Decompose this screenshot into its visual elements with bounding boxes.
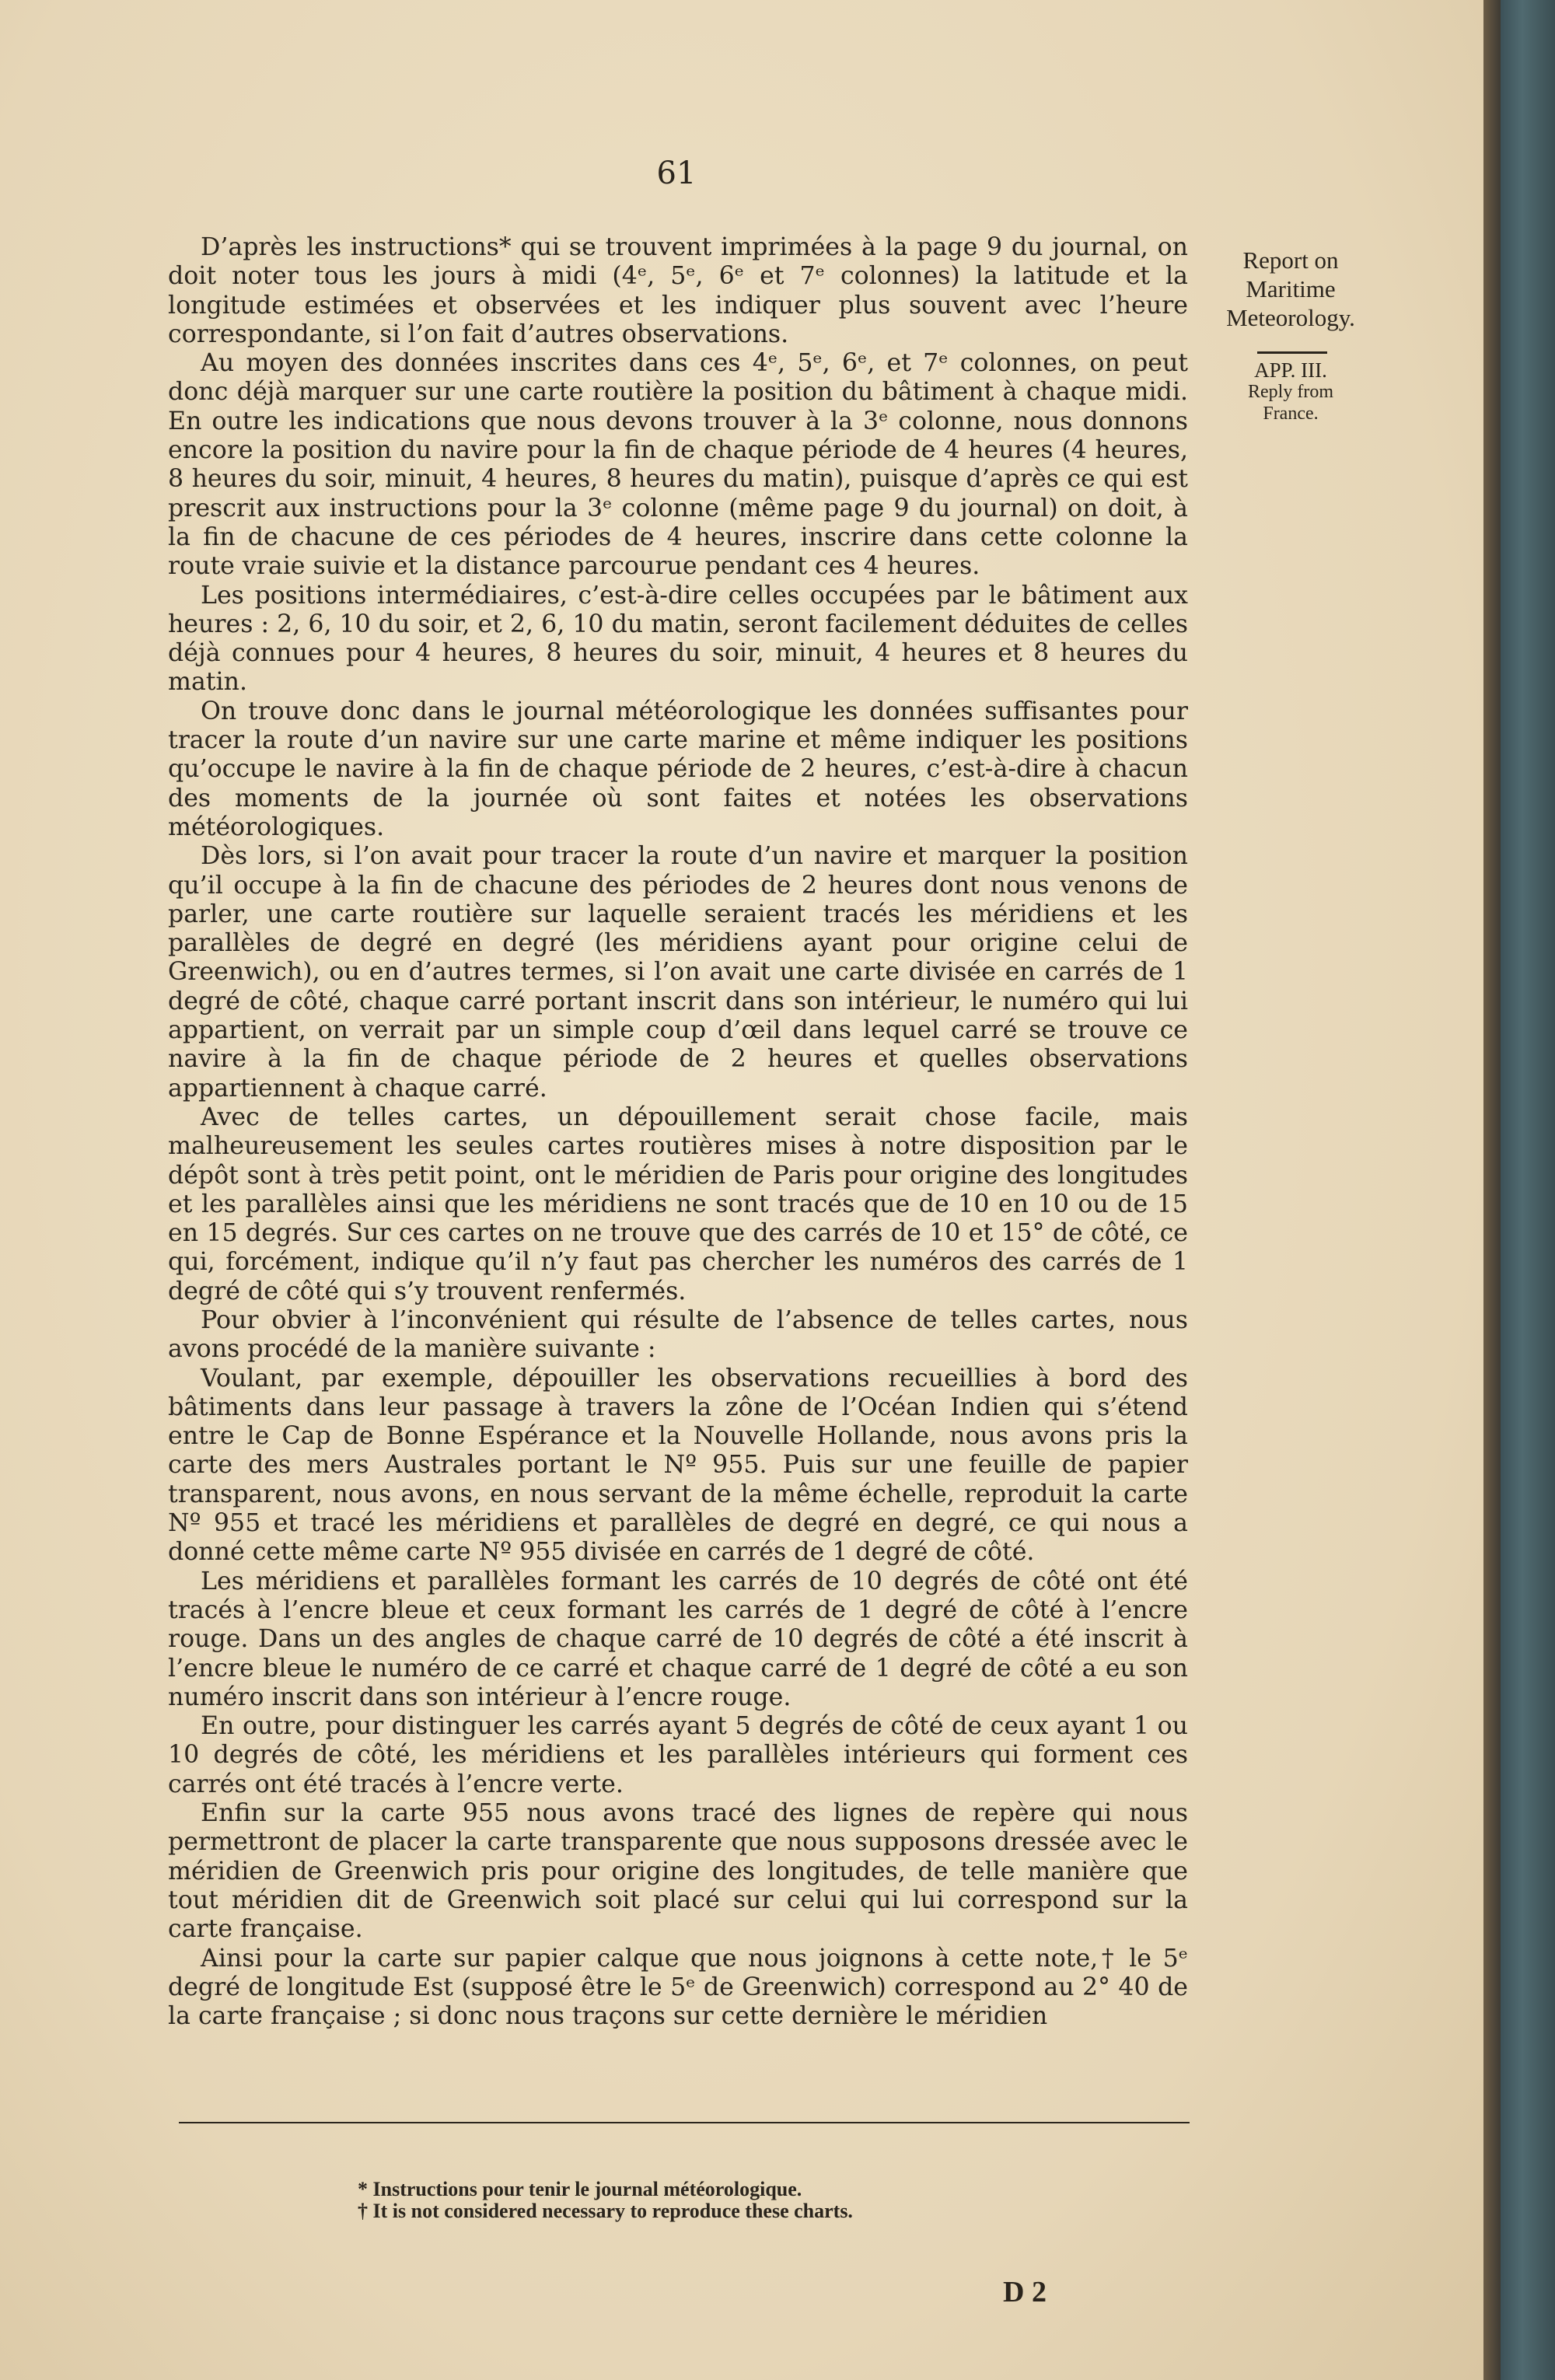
paragraph: Ainsi pour la carte sur papier calque que nous joignons à cette note,† le 5ᵉ degré de longitude Est (supposé être le 5ᵉ de Greenwich) correspond au 2° 40 de la carte française ; si donc nous traçons sur cette dernière le méridien (168, 1944, 1188, 2031)
footnotes (358, 2179, 1135, 2222)
paragraph: On trouve donc dans le journal météorologique les données suffisantes pour tracer la route d’un navire sur une carte marine et même indiquer les positions qu’occupe le navire à la fin de chaque période de 2 heures, c’est-à-dire à chacun des moments de la journée où sont faites et notées les observations météorologiques. (168, 697, 1188, 841)
paragraph: Pour obvier à l’inconvénient qui résulte de l’absence de telles cartes, nous avons procédé de la manière suivante : (168, 1305, 1188, 1364)
footnote-2: † It is not considered necessary to reproduce these charts. (358, 2200, 853, 2222)
margin-note-reply-2: France. (1263, 404, 1319, 424)
margin-note-appendix (1205, 359, 1376, 425)
paragraph: Les positions intermédiaires, c’est-à-dire celles occupées par le bâtiment aux heures : 2, 6, 10 du soir, et 2, 6, 10 du matin, seront facilement déduites de celles déjà connues pour 4 heures, 8 heures du soir, minuit, 4 heures et 8 heures du matin. (168, 581, 1188, 697)
book-cover-edge (1501, 0, 1555, 2380)
signature-mark: D 2 (1003, 2276, 1047, 2308)
margin-note-app: APP. III. (1254, 358, 1327, 382)
margin-note-reply-1: Reply from (1248, 382, 1333, 402)
margin-note-divider (1257, 351, 1327, 354)
paragraph: Enfin sur la carte 955 nous avons tracé des lignes de repère qui nous permettront de placer la carte transparente que nous supposons dressée avec le méridien de Greenwich pris pour origine des longitudes, de telle manière que tout méridien dit de Greenwich soit placé sur celui qui lui correspond sur la carte française. (168, 1799, 1188, 1944)
paragraph: Dès lors, si l’on avait pour tracer la route d’un navire et marquer la position qu’il occupe à la fin de chacune des périodes de 2 heures dont nous venons de parler, une carte routière sur laquelle seraient tracés les méridiens et les parallèles de degré en degré (les méridiens ayant pour origine celui de Greenwich), ou en d’autres termes, si l’on avait une carte divisée en carrés de 1 degré de côté, chaque carré portant inscrit dans son intérieur, le numéro qui lui appartient, on verrait par un simple coup d’œil dans lequel carré se trouve ce navire à la fin de chaque période de 2 heures et quelles observations appartiennent à chaque carré. (168, 842, 1188, 1103)
margin-note-line-1: Report on (1242, 246, 1339, 274)
page-number: 61 (656, 156, 697, 191)
margin-note-title (1205, 246, 1376, 332)
paragraph: Voulant, par exemple, dépouiller les observations recueillies à bord des bâtiments dans leur passage à travers la zône de l’Océan Indien qui s’étend entre le Cap de Bonne Espérance et la Nouvelle Hollande, nous avons pris la carte des mers Australes portant le Nº 955. Puis sur une feuille de papier transparent, nous avons, en nous servant de la même échelle, reproduit la carte Nº 955 et tracé les méridiens et parallèles de degré en degré, ce qui nous a donné cette même carte Nº 955 divisée en carrés de 1 degré de côté. (168, 1364, 1188, 1567)
paragraph: Avec de telles cartes, un dépouillement serait chose facile, mais malheureusement les seules cartes routières mises à notre disposition par le dépôt sont à très petit point, ont le méridien de Paris pour origine des longitudes et les parallèles ainsi que les méridiens ne sont tracés que de 10 en 10 ou de 15 en 15 degrés. Sur ces cartes on ne trouve que des carrés de 10 et 15° de côté, ce qui, forcément, indique qu’il n’y faut pas chercher les numéros des carrés de 1 degré de côté qui s’y trouvent renfermés. (168, 1103, 1188, 1305)
paragraph: En outre, pour distinguer les carrés ayant 5 degrés de côté de ceux ayant 1 ou 10 degrés de côté, les méridiens et les parallèles intérieurs qui forment ces carrés ont été tracés à l’encre verte. (168, 1712, 1188, 1798)
book-spine-edge (1483, 0, 1501, 2380)
footnote-divider (179, 2122, 1190, 2123)
margin-note-line-3: Meteorology. (1226, 304, 1355, 331)
footnote-1: * Instructions pour tenir le journal météorologique. (358, 2178, 802, 2200)
paragraph: Les méridiens et parallèles formant les carrés de 10 degrés de côté ont été tracés à l’encre bleue et ceux formant les carrés de 1 degré de côté à l’encre rouge. Dans un des angles de chaque carré de 10 degrés de côté a été inscrit à l’encre bleue le numéro de ce carré et chaque carré de 1 degré de côté a eu son numéro inscrit dans son intérieur à l’encre rouge. (168, 1567, 1188, 1711)
margin-note-line-2: Maritime (1246, 275, 1336, 302)
paragraph: D’après les instructions* qui se trouvent imprimées à la page 9 du journal, on doit noter tous les jours à midi (4ᵉ, 5ᵉ, 6ᵉ et 7ᵉ colonnes) la latitude et la longitude estimées et observées et les indiquer plus souvent avec l’heure correspondante, si l’on fait d’autres observations. (168, 233, 1188, 348)
paragraph: Au moyen des données inscrites dans ces 4ᵉ, 5ᵉ, 6ᵉ, et 7ᵉ colonnes, on peut donc déjà marquer sur une carte routière la position du bâtiment à chaque midi. En outre les indications que nous devons trouver à la 3ᵉ colonne, nous donnons encore la position du navire pour la fin de chaque période de 4 heures (4 heures, 8 heures du soir, minuit, 4 heures, 8 heures du matin), puisque d’après ce qui est prescrit aux instructions pour la 3ᵉ colonne (même page 9 du journal) on doit, à la fin de chacune de ces périodes de 4 heures, inscrire dans cette colonne la route vraie suivie et la distance parcourue pendant ces 4 heures. (168, 349, 1188, 581)
body-text (168, 233, 1188, 2031)
